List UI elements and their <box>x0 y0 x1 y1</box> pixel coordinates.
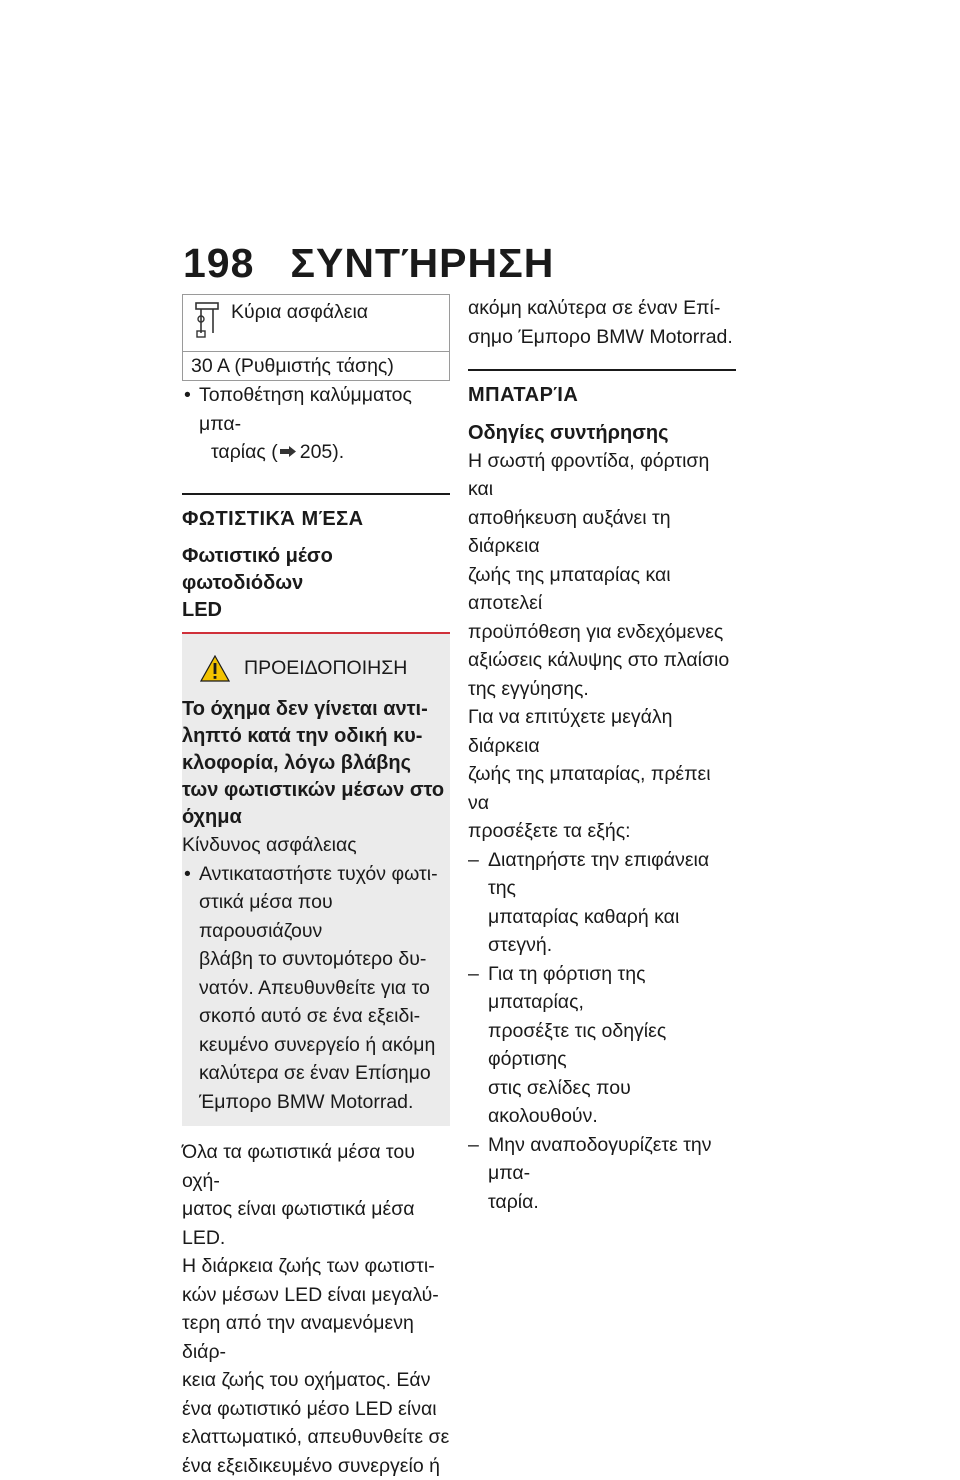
subsection-title-maintenance: Οδηγίες συντήρησης <box>468 421 669 444</box>
warning-hazard: Κίνδυνος ασφάλειας <box>182 834 357 856</box>
list-item: – Για τη φόρτιση της μπαταρίας, προσέξτε τις οδηγίες φόρτισης στις σελίδες που ακολουθούν. <box>468 962 667 1127</box>
fuse-label: Κύρια ασφάλεια <box>231 301 369 323</box>
section-divider <box>182 493 450 495</box>
chapter-title: ΣΥΝΤΉΡΗΣΗ <box>290 240 555 286</box>
battery-paragraph-1: Η σωστή φροντίδα, φόρτιση και αποθήκευση αυξάνει τη διάρκεια ζωής της μπαταρίας και αποτελεί προϋπόθεση για ενδεχόμενες αξιώσεις κάλυψης στο πλαίσιο της εγγύησης. <box>468 449 730 700</box>
left-column <box>182 294 450 1480</box>
warning-box <box>182 634 450 1126</box>
page-number: 198 <box>183 240 255 286</box>
continuation-text: ακόμη καλύτερα σε έναν Επί- σημο Έμπορο BMW Motorrad. <box>468 297 733 348</box>
right-column <box>468 294 736 1216</box>
subsection-title-led: Φωτιστικό μέσο φωτοδιόδων LED <box>182 545 333 621</box>
section-divider <box>468 369 736 371</box>
warning-title: Το όχημα δεν γίνεται αντι- ληπτό κατά την οδική κυ- κλοφορία, λόγω βλάβης των φωτιστικών μέσων στο όχημα <box>182 698 445 828</box>
fuse-table <box>182 294 450 381</box>
warning-triangle-icon <box>200 655 230 682</box>
page-reference[interactable]: 205). <box>299 441 345 463</box>
page-reference-arrow-icon <box>280 446 296 457</box>
install-cover-bullet: • Τοποθέτηση καλύμματος μπα- ταρίας ( 205). <box>184 384 412 463</box>
list-item: – Διατηρήστε την επιφάνεια της μπαταρίας καθαρή και στεγνή. <box>468 848 710 956</box>
section-title-lighting: ΦΩΤΙΣΤΙΚΆ ΜΈΣΑ <box>182 507 364 530</box>
battery-paragraph-2: Για να επιτύχετε μεγάλη διάρκεια ζωής της μπαταρίας, πρέπει να προσέξετε τα εξής: <box>468 706 711 842</box>
led-paragraph: Όλα τα φωτιστικά μέσα του οχή- ματος είναι φωτιστικά μέσα LED. Η διάρκεια ζωής των φωτιστι- κών μέσων LED είναι μεγαλύ- τερη από την αναμενόμενη διάρ- κεια ζωής του οχήματος. Εάν ένα φωτιστικό μέσο LED είναι ελαττωματικό, απευθυνθείτε σε ένα εξειδικευμένο συνεργείο ή <box>182 1141 450 1477</box>
page-header <box>183 240 554 287</box>
warning-bullet: • Αντικαταστήστε τυχόν φωτι- στικά μέσα που παρουσιάζουν βλάβη το συντομότερο δυ- νατόν. Απευθυνθείτε για το σκοπό αυτό σε ένα εξειδι- κευμένο συνεργείο ή ακόμη καλύτερα σε έναν Επίσημο Έμπορο BMW Motorrad. <box>184 862 438 1113</box>
list-item: – Μην αναποδογυρίζετε την μπα- ταρία. <box>468 1133 712 1213</box>
fuse-value: 30 A (Ρυθμιστής τάσης) <box>191 355 394 377</box>
warning-label: ΠΡΟΕΙΔΟΠΟΙΗΣΗ <box>244 656 408 679</box>
fuse-icon <box>183 295 231 351</box>
section-title-battery: ΜΠΑΤΑΡΊΑ <box>468 384 579 406</box>
